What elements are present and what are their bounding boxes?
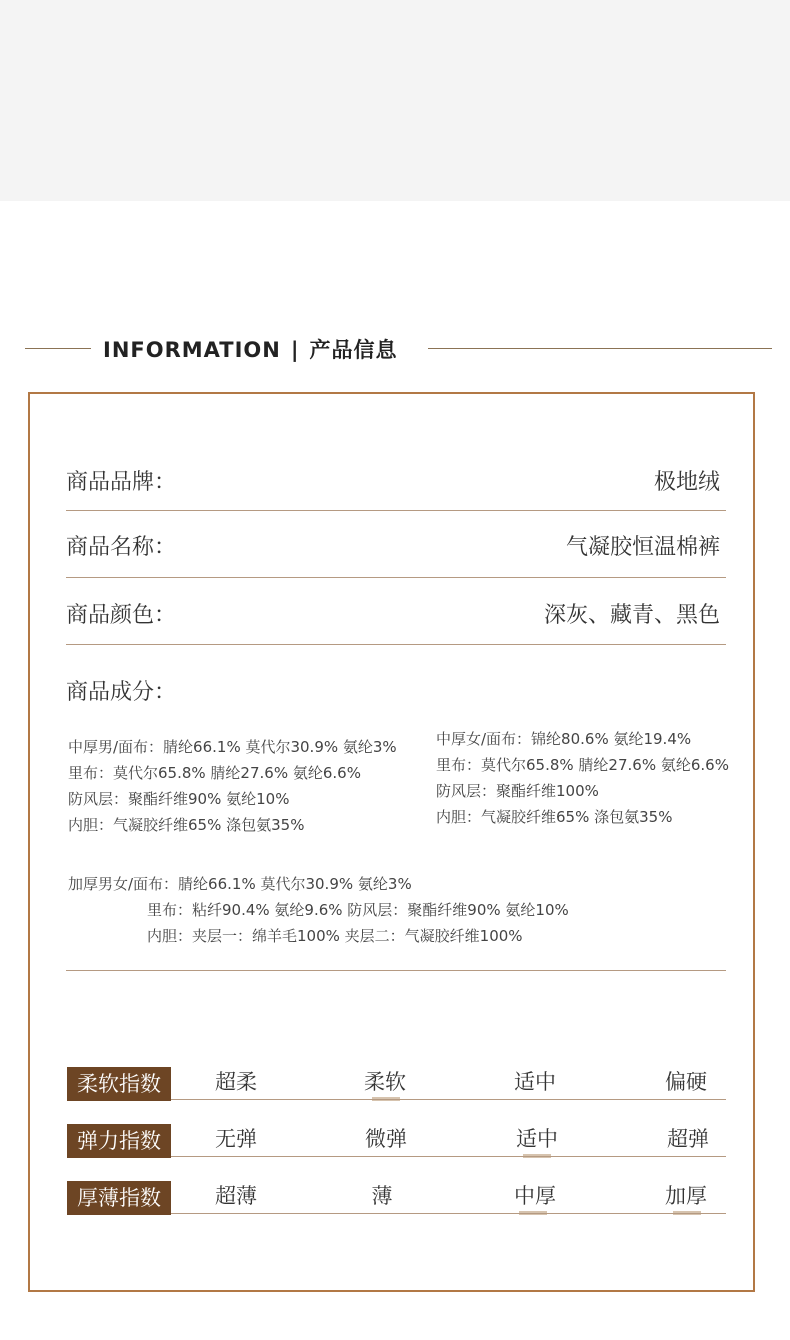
index-option: 适中 [516,1127,558,1151]
composition-line: 里布：粘纤90.4% 氨纶9.6% 防风层：聚酯纤维90% 氨纶10% [147,901,569,919]
composition-thick [68,871,569,949]
composition-line: 防风层：聚酯纤维90% 氨纶10% [68,790,290,808]
index-option: 偏硬 [665,1070,707,1094]
index-line [171,1213,726,1214]
divider [66,510,726,511]
spec-key: 商品颜色： [66,603,177,628]
composition-line: 里布：莫代尔65.8% 腈纶27.6% 氨纶6.6% [68,764,361,782]
spec-key: 商品名称： [66,535,177,560]
index-option: 超柔 [215,1070,257,1094]
index-option: 薄 [371,1184,393,1208]
top-banner-area [0,0,790,201]
index-label: 厚薄指数 [67,1181,171,1215]
section-heading [0,330,790,366]
divider [66,577,726,578]
heading-separator: | [290,338,300,362]
composition-men-mid [68,734,397,838]
index-option: 超弹 [667,1127,709,1151]
index-label: 弹力指数 [67,1124,171,1158]
divider [66,970,726,971]
spec-value: 气凝胶恒温棉裤 [565,535,720,560]
heading-title [103,334,398,364]
composition-line: 中厚男/面布：腈纶66.1% 莫代尔30.9% 氨纶3% [68,738,397,756]
divider [66,644,726,645]
composition-line: 内胆：气凝胶纤维65% 涤包氨35% [68,816,305,834]
composition-line: 内胆：气凝胶纤维65% 涤包氨35% [436,808,673,826]
index-line [171,1099,726,1100]
composition-line: 内胆：夹层一：绵羊毛100% 夹层二：气凝胶纤维100% [147,927,523,945]
spec-value: 深灰、藏青、黑色 [543,603,720,628]
index-label: 柔软指数 [67,1067,171,1101]
composition-line: 防风层：聚酯纤维100% [436,782,599,800]
heading-cn: 产品信息 [309,338,398,362]
heading-en: INFORMATION [103,338,281,362]
index-option: 适中 [514,1070,556,1094]
index-option: 超薄 [215,1184,257,1208]
spec-key: 商品品牌： [66,470,177,495]
heading-line-right [428,348,772,349]
index-option: 加厚 [665,1184,707,1208]
spec-value: 极地绒 [653,470,720,495]
composition-line: 加厚男女/面布：腈纶66.1% 莫代尔30.9% 氨纶3% [68,875,412,893]
index-line [171,1156,726,1157]
heading-line-left [25,348,91,349]
composition-women-mid [436,726,729,830]
index-option: 无弹 [215,1127,257,1151]
index-option: 微弹 [365,1127,407,1151]
composition-title: 商品成分： [66,680,177,705]
composition-line: 中厚女/面布：锦纶80.6% 氨纶19.4% [436,730,692,748]
index-option: 中厚 [514,1184,556,1208]
index-option: 柔软 [364,1070,406,1094]
composition-line: 里布：莫代尔65.8% 腈纶27.6% 氨纶6.6% [436,756,729,774]
